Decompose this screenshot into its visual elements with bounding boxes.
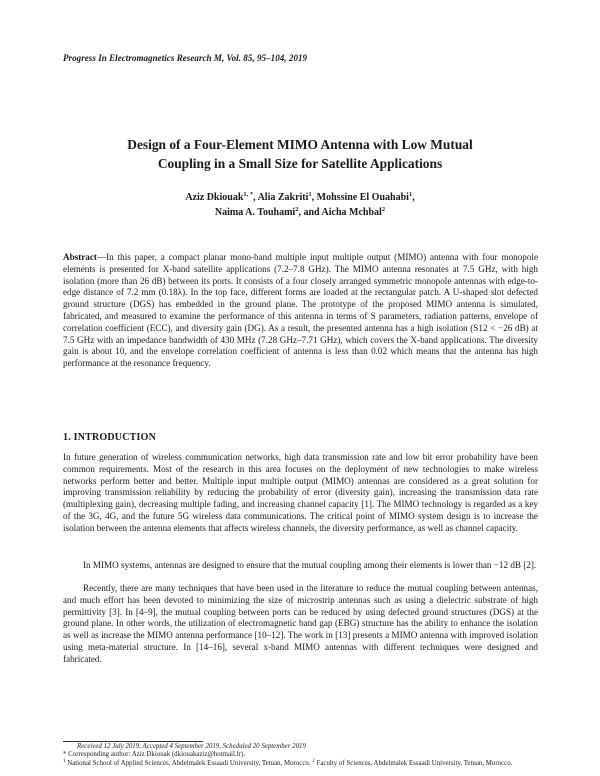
author-affiliation-mark: 1 xyxy=(308,191,312,198)
paper-title xyxy=(70,135,530,173)
author-affiliation-mark: 2 xyxy=(295,206,299,213)
author-name: Alia Zakriti xyxy=(257,192,309,203)
affiliation-1: National School of Applied Sciences, Abdelmalek Essaadi University, Tetuan, Morocco. xyxy=(67,759,311,767)
footnote-affiliations xyxy=(63,760,538,768)
author-name: Mohssine El Ouahabi xyxy=(316,192,409,203)
footnote-corresponding-author: * Corresponding author: Aziz Dkiouak (dkiouakaziz@hotmail.fr). xyxy=(63,751,246,759)
footnote-received-dates: Received 12 July 2019, Accepted 4 September 2019, Scheduled 20 September 2019 xyxy=(77,743,306,750)
affiliation-mark: 1 xyxy=(63,758,66,764)
footnote-divider xyxy=(63,741,203,742)
journal-citation: Progress In Electromagnetics Research M, Vol. 85, 95–104, 2019 xyxy=(63,53,308,63)
abstract-text: —In this paper, a compact planar mono-band multiple input multiple output (MIMO) antenna with four monopole elements is presented for X-band satellite applications (7.2–7.8 GHz). The MIMO antenna resonates at 7.5 GHz, with high isolation (more than 26 dB) between its ports. It consists of a four closely arranged symmetric monopole antennas with edge-to-edge distance of 7.2 mm (0.18λ). In the top face, different forms are loaded at the rectangular patch. A U-shaped slot defected ground structure (DGS) has embedded in the ground plane. The prototype of the proposed MIMO antenna is simulated, fabricated, and measured to examine the performance of this antenna in terms of S parameters, radiation patterns, envelope of correlation coefficient (ECC), and diversity gain (DG). As a result, the presented antenna has a high isolation (S12 < −26 dB) at 7.5 GHz with an impedance bandwidth of 430 MHz (7.28 GHz–7.71 GHz), which covers the X-band applications. The diversity gain is about 10, and the envelope correlation coefficient of antenna is less than 0.02 which means that the antenna has high performance at the resonance frequency. xyxy=(63,252,538,369)
affiliation-2: Faculty of Sciences, Abdelmalek Essaadi University, Tetuan, Morocco. xyxy=(316,759,513,767)
title-line-2: Coupling in a Small Size for Satellite Applications xyxy=(157,156,443,171)
abstract xyxy=(63,252,538,370)
author-name: Aziz Dkiouak xyxy=(185,192,244,203)
author-separator: , and xyxy=(298,207,322,218)
section-heading-introduction: 1. INTRODUCTION xyxy=(63,432,157,443)
intro-paragraph-1: In future generation of wireless communication networks, high data transmission rate and low bit error probability have been common requirements. Most of the research in this area focuses on the deployment of new technologies to make wireless networks perform better and better. Multiple input multiple output (MIMO) antennas are considered as a great solution for improving transmission reliability by reducing the probability of error (diversity gain), increasing the transmission data rate (multiplexing gain), decreasing multiple fading, and increasing channel capacity [1]. The MIMO technology is regarded as a key of the 3G, 4G, and the future 5G wireless data communications. The critical point of MIMO system design is to increase the isolation between the antenna elements that affects wireless channels, the diversity performance, as well as channel capacity. xyxy=(63,452,538,533)
author-separator: , xyxy=(412,192,415,203)
intro-paragraph-2: In MIMO systems, antennas are designed to ensure that the mutual coupling among their elements is lower than −12 dB [2]. xyxy=(83,560,537,570)
author-affiliation-mark: 1 xyxy=(408,191,413,198)
author-name: Aicha Mchbal xyxy=(321,207,382,218)
author-list xyxy=(90,190,510,220)
title-line-1: Design of a Four-Element MIMO Antenna with Low Mutual xyxy=(127,137,473,152)
affiliation-mark: 2 xyxy=(312,758,315,764)
authors-line-2 xyxy=(90,205,510,220)
intro-paragraph-3: Recently, there are many techniques that have been used in the literature to reduce the mutual coupling between antennas, and much effort has been devoted to minimizing the size of microstrip antennas such as using a dielectric substrate of high permittivity [3]. In [4–9], the mutual coupling between ports can be reduced by using defected ground structures (DGS) at the ground plane. In other words, the utilization of electromagnetic band gap (EBG) structure has the ability to enhance the isolation as well as increase the MIMO antenna performance [10–12]. The work in [13] presents a MIMO antenna with improved isolation using meta-material structure. In [14–16], several x-band MIMO antennas with different techniques were designed and fabricated. xyxy=(63,583,538,664)
footnotes xyxy=(63,743,538,768)
author-affiliation-mark: 1, * xyxy=(243,191,254,198)
authors-line-1 xyxy=(90,190,510,205)
author-separator: , xyxy=(253,192,258,203)
author-separator: , xyxy=(311,192,317,203)
author-affiliation-mark: 2 xyxy=(381,206,386,213)
abstract-label: Abstract xyxy=(63,252,97,262)
author-name: Naima A. Touhami xyxy=(214,207,296,218)
